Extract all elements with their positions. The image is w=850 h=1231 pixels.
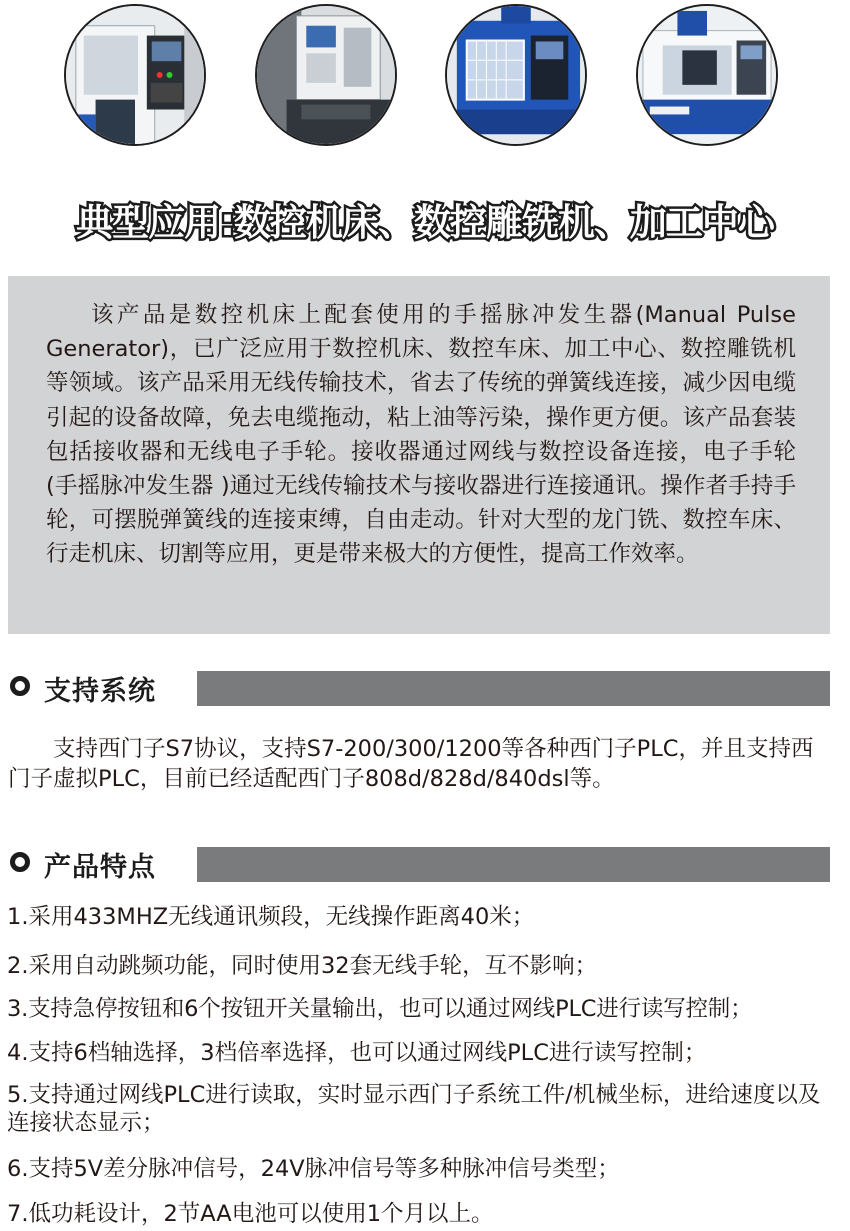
circle-bullet-icon <box>10 676 30 696</box>
support-system-title: 支持系统 <box>44 676 156 707</box>
cnc-machine-photo-2 <box>255 4 397 146</box>
feature-item: 7.低功耗设计，2节AA电池可以使用1个月以上。 <box>7 1201 494 1227</box>
product-intro-box <box>8 276 830 634</box>
cnc-machine-photo-1 <box>64 4 206 146</box>
cnc-machine-illustration-3 <box>447 6 585 144</box>
support-system-heading <box>8 671 830 707</box>
feature-item: 1.采用433MHZ无线通讯频段，无线操作距离40米； <box>7 904 535 930</box>
feature-item: 4.支持6档轴选择，3档倍率选择，也可以通过网线PLC进行读写控制； <box>7 1040 707 1066</box>
product-features-title: 产品特点 <box>44 852 156 883</box>
circle-bullet-icon <box>10 852 30 872</box>
product-features-heading <box>8 847 830 883</box>
typical-application-headline: 典型应用:数控机床、数控雕铣机、加工中心 <box>76 201 774 244</box>
cnc-machine-illustration-4 <box>638 6 776 144</box>
support-system-text: 支持西门子S7协议，支持S7-200/300/1200等各种西门子PLC，并且支持西门子虚拟PLC，目前已经适配西门子808d/828d/840dsl等。 <box>8 736 814 792</box>
feature-item: 2.采用自动跳频功能，同时使用32套无线手轮，互不影响； <box>7 953 598 979</box>
cnc-machine-photo-3 <box>445 4 587 146</box>
heading-bar <box>194 671 830 706</box>
feature-item: 6.支持5V差分脉冲信号，24V脉冲信号等多种脉冲信号类型； <box>7 1156 620 1182</box>
application-photos <box>0 4 850 154</box>
cnc-machine-illustration-2 <box>257 6 395 144</box>
product-intro-text: 该产品是数控机床上配套使用的手摇脉冲发生器(Manual Pulse Generator)，已广泛应用于数控机床、数控车床、加工中心、数控雕铣机等领域。该产品采用无线传输技术，省去了传统的弹簧线连接，减少因电缆引起的设备故障，免去电缆拖动，粘上油等污染，操作更方便。该产品套装包括接收器和无线电子手轮。接收器通过网线与数控设备连接，电子手轮(手摇脉冲发生器 )通过无线传输技术与接收器进行连接通讯。操作者手持手轮，可摆脱弹簧线的连接束缚，自由走动。针对大型的龙门铣、数控车床、行走机床、切割等应用，更是带来极大的方便性，提高工作效率。 <box>46 302 796 568</box>
feature-item: 3.支持急停按钮和6个按钮开关量输出，也可以通过网线PLC进行读写控制； <box>7 996 753 1022</box>
heading-bar <box>194 847 830 882</box>
cnc-machine-photo-4 <box>636 4 778 146</box>
feature-item: 5.支持通过网线PLC进行读取，实时显示西门子系统工件/机械坐标，进给速度以及连接状态显示； <box>7 1082 821 1136</box>
cnc-machine-illustration-1 <box>66 6 204 144</box>
